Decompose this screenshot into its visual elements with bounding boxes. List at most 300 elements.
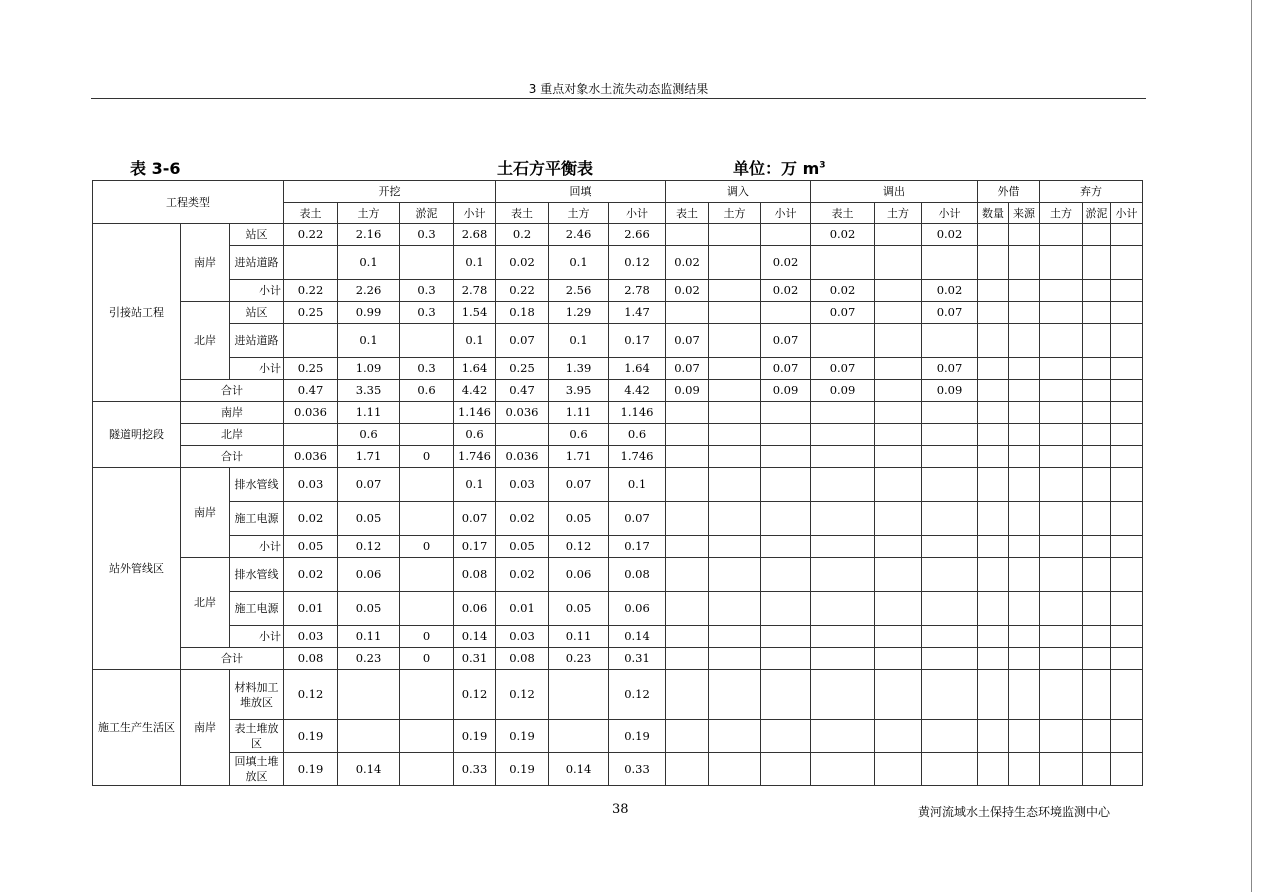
value-cell: 1.47	[609, 302, 666, 324]
value-cell: 0.6	[609, 424, 666, 446]
empty-cell	[1040, 246, 1083, 280]
value-cell: 0.09	[761, 380, 811, 402]
empty-cell	[1040, 468, 1083, 502]
empty-cell	[709, 753, 761, 786]
empty-cell	[1083, 224, 1111, 246]
empty-cell	[1040, 502, 1083, 536]
empty-cell	[709, 592, 761, 626]
empty-cell	[761, 592, 811, 626]
empty-cell	[811, 468, 875, 502]
header-group: 开挖	[284, 181, 496, 203]
empty-cell	[666, 558, 709, 592]
empty-cell	[1040, 592, 1083, 626]
value-cell: 0.07	[922, 358, 978, 380]
value-cell: 0.3	[400, 224, 454, 246]
value-cell	[761, 302, 811, 324]
value-cell: 0.1	[454, 468, 496, 502]
empty-cell	[1111, 380, 1143, 402]
bank-label: 南岸	[181, 670, 230, 786]
row-label: 进站道路	[230, 324, 284, 358]
empty-cell	[1040, 558, 1083, 592]
value-cell: 0.08	[454, 558, 496, 592]
header-sub: 表土	[666, 203, 709, 224]
value-cell: 0.6	[338, 424, 400, 446]
page-number: 38	[612, 802, 629, 817]
running-header: 3 重点对象水土流失动态监测结果	[528, 82, 709, 96]
value-cell: 2.78	[609, 280, 666, 302]
value-cell: 0.14	[609, 626, 666, 648]
table-number: 表 3-6	[130, 159, 181, 178]
empty-cell	[978, 358, 1009, 380]
value-cell	[400, 468, 454, 502]
empty-cell	[1009, 626, 1040, 648]
header-rule	[91, 98, 1146, 99]
empty-cell	[811, 558, 875, 592]
empty-cell	[1040, 302, 1083, 324]
empty-cell	[922, 558, 978, 592]
empty-cell	[1111, 446, 1143, 468]
value-cell	[709, 358, 761, 380]
value-cell: 0.07	[338, 468, 400, 502]
page-border	[1251, 0, 1252, 892]
footer-organization: 黄河流域水土保持生态环境监测中心	[918, 805, 1111, 819]
value-cell: 0.01	[284, 592, 338, 626]
header-project-type: 工程类型	[93, 181, 284, 224]
empty-cell	[1009, 246, 1040, 280]
value-cell: 2.56	[549, 280, 609, 302]
header-sub: 表土	[496, 203, 549, 224]
value-cell: 1.146	[454, 402, 496, 424]
empty-cell	[1009, 380, 1040, 402]
empty-cell	[761, 446, 811, 468]
value-cell	[400, 246, 454, 280]
empty-cell	[922, 424, 978, 446]
value-cell: 0.14	[454, 626, 496, 648]
value-cell	[400, 753, 454, 786]
empty-cell	[1111, 536, 1143, 558]
value-cell: 0	[400, 536, 454, 558]
value-cell: 0.09	[922, 380, 978, 402]
empty-cell	[1083, 720, 1111, 753]
value-cell: 0.18	[496, 302, 549, 324]
value-cell: 0.07	[761, 324, 811, 358]
empty-cell	[811, 424, 875, 446]
table-row	[93, 592, 1143, 626]
empty-cell	[1111, 280, 1143, 302]
row-label: 小计	[230, 536, 284, 558]
empty-cell	[761, 626, 811, 648]
row-label: 进站道路	[230, 246, 284, 280]
value-cell: 0.31	[454, 648, 496, 670]
empty-cell	[1009, 424, 1040, 446]
value-cell: 0.05	[496, 536, 549, 558]
empty-cell	[811, 446, 875, 468]
value-cell: 2.68	[454, 224, 496, 246]
empty-cell	[978, 753, 1009, 786]
value-cell: 1.39	[549, 358, 609, 380]
empty-cell	[1111, 424, 1143, 446]
empty-cell	[1040, 648, 1083, 670]
empty-cell	[811, 592, 875, 626]
row-label: 南岸	[181, 402, 284, 424]
value-cell: 0.036	[496, 446, 549, 468]
empty-cell	[978, 626, 1009, 648]
value-cell	[709, 302, 761, 324]
value-cell: 3.95	[549, 380, 609, 402]
empty-cell	[1111, 592, 1143, 626]
empty-cell	[978, 324, 1009, 358]
empty-cell	[709, 648, 761, 670]
value-cell: 0.12	[549, 536, 609, 558]
value-cell	[709, 224, 761, 246]
value-cell: 0.07	[609, 502, 666, 536]
empty-cell	[1083, 358, 1111, 380]
empty-cell	[1111, 626, 1143, 648]
empty-cell	[1111, 358, 1143, 380]
empty-cell	[811, 670, 875, 720]
empty-cell	[811, 626, 875, 648]
value-cell: 0.01	[496, 592, 549, 626]
value-cell: 0.03	[284, 626, 338, 648]
empty-cell	[1009, 502, 1040, 536]
empty-cell	[922, 753, 978, 786]
table-row	[93, 536, 1143, 558]
empty-cell	[1111, 670, 1143, 720]
row-label: 排水管线	[230, 558, 284, 592]
value-cell: 0	[400, 648, 454, 670]
empty-cell	[1040, 446, 1083, 468]
empty-cell	[761, 502, 811, 536]
empty-cell	[1083, 246, 1111, 280]
empty-cell	[922, 446, 978, 468]
empty-cell	[1040, 753, 1083, 786]
value-cell	[338, 720, 400, 753]
empty-cell	[761, 720, 811, 753]
value-cell: 0.31	[609, 648, 666, 670]
empty-cell	[1040, 402, 1083, 424]
value-cell	[666, 224, 709, 246]
value-cell: 0.23	[549, 648, 609, 670]
value-cell: 0.07	[922, 302, 978, 324]
value-cell: 0.02	[811, 224, 875, 246]
empty-cell	[922, 648, 978, 670]
value-cell: 0.02	[496, 246, 549, 280]
empty-cell	[922, 720, 978, 753]
value-cell: 0.33	[454, 753, 496, 786]
value-cell: 0.07	[454, 502, 496, 536]
empty-cell	[875, 592, 922, 626]
value-cell	[875, 324, 922, 358]
value-cell: 0.6	[454, 424, 496, 446]
value-cell: 0.08	[496, 648, 549, 670]
table-row	[93, 753, 1143, 786]
value-cell: 0.05	[549, 592, 609, 626]
value-cell: 0.02	[496, 558, 549, 592]
empty-cell	[978, 380, 1009, 402]
table-row	[93, 558, 1143, 592]
value-cell	[284, 324, 338, 358]
value-cell	[875, 358, 922, 380]
value-cell: 0.11	[338, 626, 400, 648]
table-row	[93, 424, 1143, 446]
value-cell	[761, 224, 811, 246]
empty-cell	[875, 626, 922, 648]
empty-cell	[875, 402, 922, 424]
table-row	[93, 502, 1143, 536]
value-cell: 0.12	[496, 670, 549, 720]
empty-cell	[1111, 246, 1143, 280]
table-row	[93, 302, 1143, 324]
header-group: 外借	[978, 181, 1040, 203]
table-title: 土石方平衡表	[497, 159, 594, 178]
value-cell: 0.17	[609, 536, 666, 558]
header-group: 调入	[666, 181, 811, 203]
value-cell: 0.06	[454, 592, 496, 626]
empty-cell	[922, 670, 978, 720]
value-cell: 0.07	[549, 468, 609, 502]
value-cell: 1.64	[609, 358, 666, 380]
empty-cell	[666, 502, 709, 536]
value-cell: 0.1	[338, 246, 400, 280]
value-cell: 0.1	[549, 324, 609, 358]
value-cell	[400, 502, 454, 536]
empty-cell	[1040, 720, 1083, 753]
empty-cell	[875, 424, 922, 446]
value-cell: 4.42	[609, 380, 666, 402]
value-cell	[709, 246, 761, 280]
empty-cell	[666, 670, 709, 720]
value-cell: 0.09	[666, 380, 709, 402]
table-row	[93, 280, 1143, 302]
table-row	[93, 720, 1143, 753]
value-cell	[875, 380, 922, 402]
value-cell	[875, 224, 922, 246]
empty-cell	[978, 246, 1009, 280]
value-cell: 0.07	[666, 358, 709, 380]
value-cell: 0.07	[811, 358, 875, 380]
row-label: 表土堆放区	[230, 720, 284, 753]
empty-cell	[978, 670, 1009, 720]
value-cell	[922, 324, 978, 358]
value-cell: 0.99	[338, 302, 400, 324]
empty-cell	[811, 720, 875, 753]
header-sub: 小计	[1111, 203, 1143, 224]
value-cell: 0.1	[338, 324, 400, 358]
empty-cell	[709, 558, 761, 592]
value-cell: 0.07	[811, 302, 875, 324]
value-cell: 1.746	[609, 446, 666, 468]
empty-cell	[978, 592, 1009, 626]
empty-cell	[1040, 280, 1083, 302]
header-sub: 小计	[454, 203, 496, 224]
row-label: 小计	[230, 280, 284, 302]
empty-cell	[761, 558, 811, 592]
empty-cell	[709, 402, 761, 424]
value-cell: 0.14	[549, 753, 609, 786]
value-cell: 0.12	[454, 670, 496, 720]
total-label: 合计	[181, 380, 284, 402]
empty-cell	[666, 720, 709, 753]
empty-cell	[978, 536, 1009, 558]
value-cell	[496, 424, 549, 446]
table-row	[93, 246, 1143, 280]
value-cell: 0.22	[284, 280, 338, 302]
value-cell: 0.08	[284, 648, 338, 670]
empty-cell	[875, 670, 922, 720]
value-cell: 0.6	[549, 424, 609, 446]
value-cell: 0.08	[609, 558, 666, 592]
value-cell: 0.06	[609, 592, 666, 626]
section-name: 引接站工程	[93, 224, 181, 402]
empty-cell	[978, 224, 1009, 246]
value-cell: 0.05	[338, 502, 400, 536]
empty-cell	[1083, 280, 1111, 302]
value-cell: 0.22	[496, 280, 549, 302]
table-row	[93, 626, 1143, 648]
value-cell: 0.19	[609, 720, 666, 753]
value-cell: 0.1	[454, 246, 496, 280]
header-sub: 淤泥	[400, 203, 454, 224]
row-label: 北岸	[181, 424, 284, 446]
empty-cell	[1083, 468, 1111, 502]
empty-cell	[978, 558, 1009, 592]
empty-cell	[709, 468, 761, 502]
value-cell: 0.11	[549, 626, 609, 648]
value-cell: 0.12	[284, 670, 338, 720]
value-cell	[922, 246, 978, 280]
empty-cell	[1083, 424, 1111, 446]
empty-cell	[761, 670, 811, 720]
empty-cell	[666, 446, 709, 468]
value-cell: 0.02	[922, 224, 978, 246]
empty-cell	[811, 648, 875, 670]
header-sub: 土方	[338, 203, 400, 224]
value-cell: 0.1	[454, 324, 496, 358]
row-label: 站区	[230, 302, 284, 324]
row-label: 站区	[230, 224, 284, 246]
empty-cell	[666, 626, 709, 648]
header-sub: 表土	[811, 203, 875, 224]
value-cell: 2.78	[454, 280, 496, 302]
value-cell: 0.3	[400, 358, 454, 380]
table-row	[93, 446, 1143, 468]
value-cell: 0.19	[496, 720, 549, 753]
empty-cell	[922, 402, 978, 424]
empty-cell	[1111, 558, 1143, 592]
empty-cell	[1009, 446, 1040, 468]
empty-cell	[761, 402, 811, 424]
empty-cell	[922, 502, 978, 536]
value-cell: 0.05	[338, 592, 400, 626]
empty-cell	[666, 536, 709, 558]
empty-cell	[1040, 424, 1083, 446]
empty-cell	[875, 558, 922, 592]
empty-cell	[709, 720, 761, 753]
value-cell: 0.23	[338, 648, 400, 670]
value-cell: 2.26	[338, 280, 400, 302]
empty-cell	[1083, 324, 1111, 358]
empty-cell	[666, 592, 709, 626]
value-cell: 0.19	[496, 753, 549, 786]
value-cell: 0	[400, 446, 454, 468]
empty-cell	[978, 502, 1009, 536]
header-sub: 土方	[709, 203, 761, 224]
header-sub: 土方	[1040, 203, 1083, 224]
value-cell	[875, 246, 922, 280]
value-cell	[709, 324, 761, 358]
empty-cell	[1040, 380, 1083, 402]
empty-cell	[1040, 670, 1083, 720]
value-cell: 0.09	[811, 380, 875, 402]
empty-cell	[978, 648, 1009, 670]
value-cell	[400, 558, 454, 592]
header-sub: 土方	[875, 203, 922, 224]
empty-cell	[709, 424, 761, 446]
table-row	[93, 468, 1143, 502]
empty-cell	[709, 626, 761, 648]
value-cell	[400, 670, 454, 720]
empty-cell	[1009, 720, 1040, 753]
header-sub: 小计	[609, 203, 666, 224]
table-unit	[733, 156, 826, 179]
table-row	[93, 224, 1143, 246]
value-cell	[811, 246, 875, 280]
value-cell: 1.746	[454, 446, 496, 468]
empty-cell	[1083, 302, 1111, 324]
value-cell: 0.036	[496, 402, 549, 424]
value-cell: 0.036	[284, 402, 338, 424]
value-cell	[666, 302, 709, 324]
value-cell	[284, 246, 338, 280]
empty-cell	[1040, 324, 1083, 358]
table-row	[93, 324, 1143, 358]
empty-cell	[922, 592, 978, 626]
empty-cell	[1083, 648, 1111, 670]
value-cell: 0.02	[761, 280, 811, 302]
section-name: 施工生产生活区	[93, 670, 181, 786]
value-cell: 0.02	[284, 558, 338, 592]
header-sub: 来源	[1009, 203, 1040, 224]
value-cell	[709, 380, 761, 402]
empty-cell	[1083, 670, 1111, 720]
value-cell: 1.11	[338, 402, 400, 424]
value-cell: 0.22	[284, 224, 338, 246]
earthwork-balance-table	[92, 180, 1143, 786]
value-cell: 0.02	[922, 280, 978, 302]
empty-cell	[1009, 648, 1040, 670]
value-cell: 0.1	[609, 468, 666, 502]
table-row	[93, 402, 1143, 424]
empty-cell	[978, 468, 1009, 502]
table-row	[93, 670, 1143, 720]
value-cell: 0.02	[666, 280, 709, 302]
value-cell: 0.47	[496, 380, 549, 402]
empty-cell	[1083, 502, 1111, 536]
empty-cell	[709, 502, 761, 536]
total-label: 合计	[181, 648, 284, 670]
empty-cell	[1083, 558, 1111, 592]
value-cell	[811, 324, 875, 358]
table-row	[93, 358, 1143, 380]
empty-cell	[1040, 224, 1083, 246]
value-cell	[400, 720, 454, 753]
value-cell: 0.17	[454, 536, 496, 558]
empty-cell	[1009, 558, 1040, 592]
row-label: 小计	[230, 358, 284, 380]
empty-cell	[666, 424, 709, 446]
empty-cell	[1040, 626, 1083, 648]
empty-cell	[978, 446, 1009, 468]
